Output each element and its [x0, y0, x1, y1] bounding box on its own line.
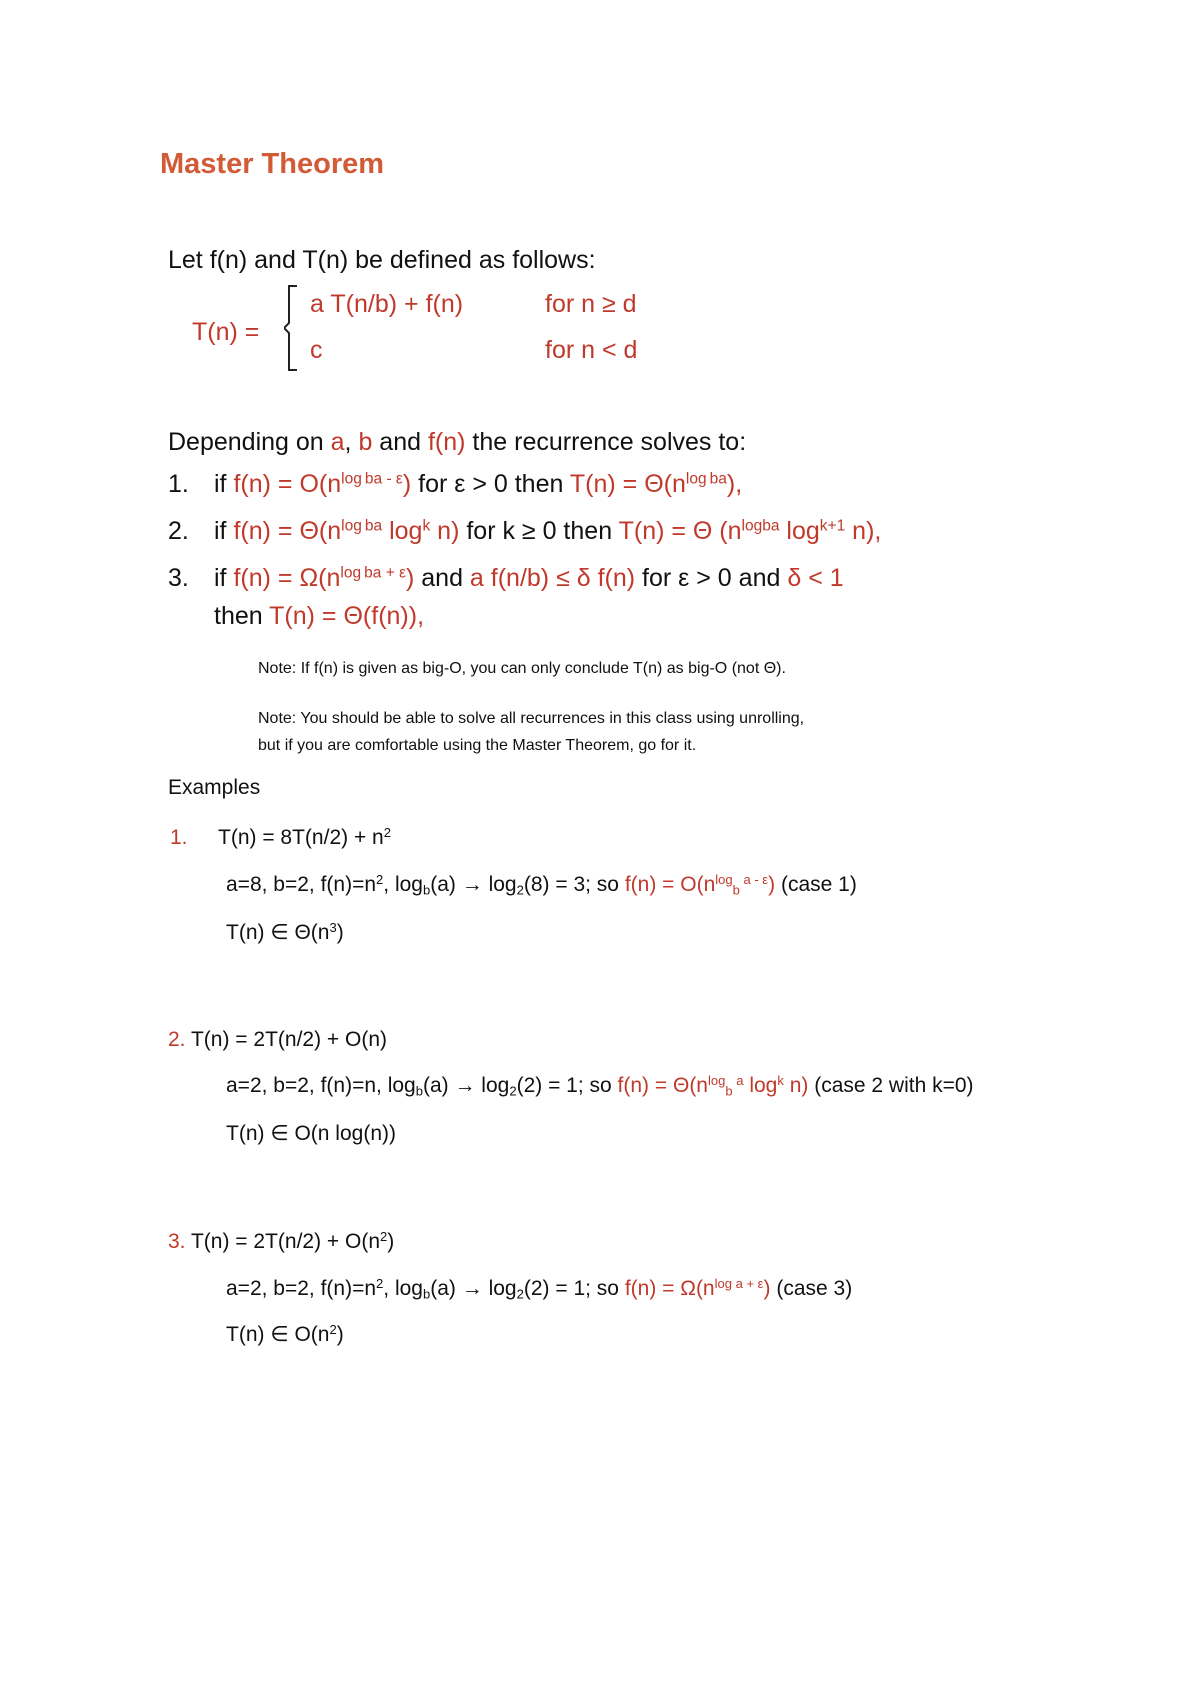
examples-heading: Examples [168, 776, 261, 799]
rule-case-1: 1. if $f(n) = O(n^{log ba - \varepsilon})$ for ε > 0 then $T(n) = \Theta(n^{log ba})$, [168, 470, 743, 498]
example-2-recurrence: 2. T(n) = 2T(n/2) + O(n) [168, 1028, 388, 1051]
example-3-recurrence: 3. $T(n) = 2T(n/2) + O(n^2)$ [168, 1228, 395, 1253]
rule-case-3: 3. if $f(n) = \Omega(n^{log ba + \varepsilon})$ and a f(n/b) ≤ δ f(n) for ε > 0 and δ < 1 [168, 564, 844, 592]
definition-case2-expression: c [310, 336, 323, 364]
example-1-number: 1. [170, 826, 188, 849]
example-3-number: 3. [168, 1230, 186, 1253]
example-1-recurrence: $T(n) = 8T(n/2) + n^2$ [218, 824, 391, 849]
definition-case1-expression: a T(n/b) + f(n) [310, 290, 464, 318]
example-2-number: 2. [168, 1028, 186, 1051]
note-big-o: Note: If f(n) is given as big-O, you can only conclude T(n) as big-O (not Θ). [258, 660, 786, 677]
rule-case-3-conclusion: then T(n) = Θ(f(n)), [214, 602, 425, 630]
rule-number: 3. [168, 564, 189, 592]
example-1-result: T(n) ∈ $\Theta(n^3)$ [226, 919, 344, 944]
example-1-analysis: a=8, b=2, $f(n)=n^2$, $\log_b(a) \to \log_2(8) = 3$; so $f(n) = O(n^{log}_b$ $^{a - \varepsilon}$) (case 1) [226, 871, 857, 898]
example-3-analysis: a=2, b=2, $f(n)=n^2$, $\log_b(a) \to \log_2(2) = 1$; so $f(n) = \Omega(n^{log a + \varepsilon})$ (case 3) [226, 1275, 853, 1302]
note-unrolling-line2: but if you are comfortable using the Master Theorem, go for it. [258, 737, 697, 754]
left-brace [284, 285, 298, 371]
example-2-analysis: a=2, b=2, f(n)=n, $\log_b(a) \to \log_2(2) = 1$; so $f(n) = \Theta(n^{log}_b$ $^a$ $\log^k n$) (case 2 with k=0) [226, 1072, 974, 1099]
rule-number: 1. [168, 470, 189, 498]
page-title: Master Theorem [160, 148, 385, 180]
example-3-result: T(n) ∈ $O(n^2)$ [226, 1321, 344, 1346]
depending-text: Depending on a, b and f(n) the recurrence solves to: [168, 428, 747, 456]
definition-case2-condition: for n < d [545, 336, 638, 364]
rule-case-2: 2. if $f(n) = \Theta(n^{log ba}$ $\log^k n$) for k ≥ 0 then T(n) = Θ ($n^{logba}$ $\log^{k+1} n$), [168, 517, 882, 545]
definition-lhs: T(n) = [192, 318, 260, 346]
rule-number: 2. [168, 517, 189, 545]
example-2-result: T(n) ∈ O(n log(n)) [226, 1122, 396, 1145]
intro-text: Let f(n) and T(n) be defined as follows: [168, 246, 596, 274]
definition-case1-condition: for n ≥ d [545, 290, 637, 318]
note-unrolling-line1: Note: You should be able to solve all recurrences in this class using unrolling, [258, 710, 805, 727]
